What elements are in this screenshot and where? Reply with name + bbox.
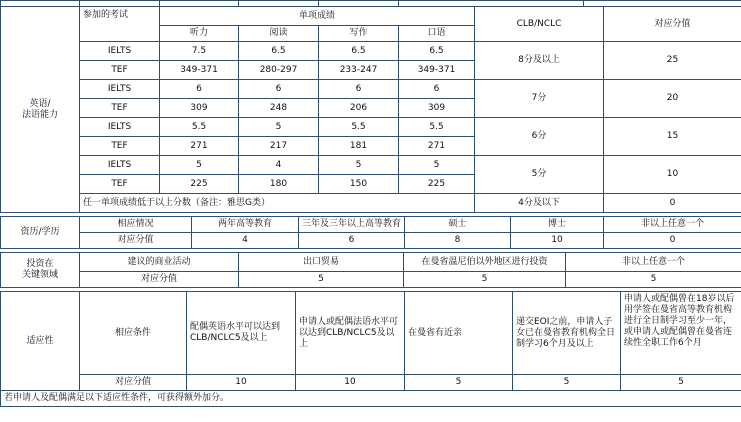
score: 206 — [319, 99, 399, 118]
education-points: 8 — [405, 233, 511, 249]
exam-name: IELTS — [80, 80, 160, 99]
score: 225 — [399, 175, 475, 194]
score: 6.5 — [319, 42, 399, 61]
language-section-label: 英语/ 法语能力 — [1, 7, 80, 213]
score: 5 — [160, 156, 239, 175]
score: 150 — [319, 175, 399, 194]
adaptability-points: 5 — [513, 375, 621, 391]
col-speak-header: 口语 — [399, 26, 475, 42]
education-row-label: 相应情况 — [80, 217, 192, 233]
level-points: 15 — [604, 118, 741, 156]
exam-name: IELTS — [80, 42, 160, 61]
exam-name: TEF — [80, 137, 160, 156]
exam-name: TEF — [80, 99, 160, 118]
score: 4 — [239, 156, 319, 175]
col-clb-header: CLB/NCLC — [475, 7, 604, 42]
adaptability-item: 递交EOI之前，申请人子女已在曼省教育机构全日制学习6个月及以上 — [513, 292, 621, 375]
exam-name: TEF — [80, 61, 160, 80]
investment-item: 非以上任意一个 — [566, 253, 741, 272]
score: 349-371 — [160, 61, 239, 80]
col-read-header: 阅读 — [239, 26, 319, 42]
investment-points: 5 — [404, 272, 566, 288]
adaptability-item: 配偶英语水平可以达到CLB/NCLC5及以上 — [187, 292, 296, 375]
investment-section-label: 投资在 关键领域 — [1, 253, 80, 288]
score: 180 — [239, 175, 319, 194]
education-item: 硕士 — [405, 217, 511, 233]
col-single-header: 单项成绩 — [160, 7, 475, 26]
score: 5 — [319, 156, 399, 175]
score: 225 — [160, 175, 239, 194]
education-item: 非以上任意一个 — [604, 217, 741, 233]
adaptability-points: 10 — [187, 375, 296, 391]
adaptability-points: 5 — [621, 375, 741, 391]
score: 6 — [319, 80, 399, 99]
education-section-label: 资历/学历 — [1, 217, 80, 249]
education-item: 博士 — [511, 217, 604, 233]
adaptability-points: 10 — [296, 375, 405, 391]
col-exam-header: 参加的考试 — [80, 7, 160, 42]
score: 280-297 — [239, 61, 319, 80]
below-clb: 4分及以下 — [475, 194, 604, 213]
investment-item: 出口贸易 — [239, 253, 404, 272]
adaptability-item: 申请人或配偶法语水平可以达到CLB/NCLC5及以上 — [296, 292, 405, 375]
level-points: 20 — [604, 80, 741, 118]
education-item: 两年高等教育 — [192, 217, 299, 233]
adaptability-section-label: 适应性 — [1, 292, 80, 391]
score: 181 — [319, 137, 399, 156]
score: 6 — [399, 80, 475, 99]
adaptability-item: 在曼省有近亲 — [405, 292, 513, 375]
col-listen-header: 听力 — [160, 26, 239, 42]
score: 5.5 — [399, 118, 475, 137]
score: 5 — [239, 118, 319, 137]
level-points: 10 — [604, 156, 741, 194]
investment-table — [0, 252, 741, 288]
score: 271 — [399, 137, 475, 156]
col-write-header: 写作 — [319, 26, 399, 42]
adaptability-row-label: 相应条件 — [80, 292, 187, 375]
score: 233-247 — [319, 61, 399, 80]
clb-level: 5分 — [475, 156, 604, 194]
clb-level: 8分及以上 — [475, 42, 604, 80]
score: 349-371 — [399, 61, 475, 80]
adaptability-points-label: 对应分值 — [80, 375, 187, 391]
education-points: 6 — [299, 233, 405, 249]
col-points-header: 对应分值 — [604, 7, 741, 42]
clb-level: 6分 — [475, 118, 604, 156]
adaptability-item: 申请人或配偶曾在18岁以后用学签在曼省高等教育机构进行全日制学习至少一年，或申请人或配偶曾在曼省连续性全职工作6个月 — [621, 292, 741, 375]
education-points: 4 — [192, 233, 299, 249]
adaptability-footer: 若申请人及配偶满足以下适应性条件，可获得额外加分。 — [1, 391, 741, 407]
score: 5.5 — [160, 118, 239, 137]
clb-level: 7分 — [475, 80, 604, 118]
below-threshold-text: 任一单项成绩低于以上分数（备注：雅思G类） — [80, 194, 475, 213]
score: 5.5 — [319, 118, 399, 137]
investment-item: 在曼省温尼伯以外地区进行投资 — [404, 253, 566, 272]
education-points-label: 对应分值 — [80, 233, 192, 249]
adaptability-table — [0, 291, 741, 407]
score: 6 — [239, 80, 319, 99]
investment-points: 5 — [566, 272, 741, 288]
score: 217 — [239, 137, 319, 156]
education-points: 10 — [511, 233, 604, 249]
exam-name: IELTS — [80, 118, 160, 137]
score: 6.5 — [399, 42, 475, 61]
score: 6.5 — [239, 42, 319, 61]
score: 248 — [239, 99, 319, 118]
investment-item: 建议的商业活动 — [80, 253, 239, 272]
exam-name: IELTS — [80, 156, 160, 175]
score: 5 — [399, 156, 475, 175]
investment-points: 5 — [239, 272, 404, 288]
level-points: 25 — [604, 42, 741, 80]
education-points: 0 — [604, 233, 741, 249]
score: 309 — [160, 99, 239, 118]
below-points: 0 — [604, 194, 741, 213]
score: 271 — [160, 137, 239, 156]
exam-name: TEF — [80, 175, 160, 194]
investment-points-label: 对应分值 — [80, 272, 239, 288]
education-item: 三年及三年以上高等教育 — [299, 217, 405, 233]
score: 7.5 — [160, 42, 239, 61]
score: 6 — [160, 80, 239, 99]
adaptability-points: 5 — [405, 375, 513, 391]
score: 309 — [399, 99, 475, 118]
education-table — [0, 216, 741, 249]
